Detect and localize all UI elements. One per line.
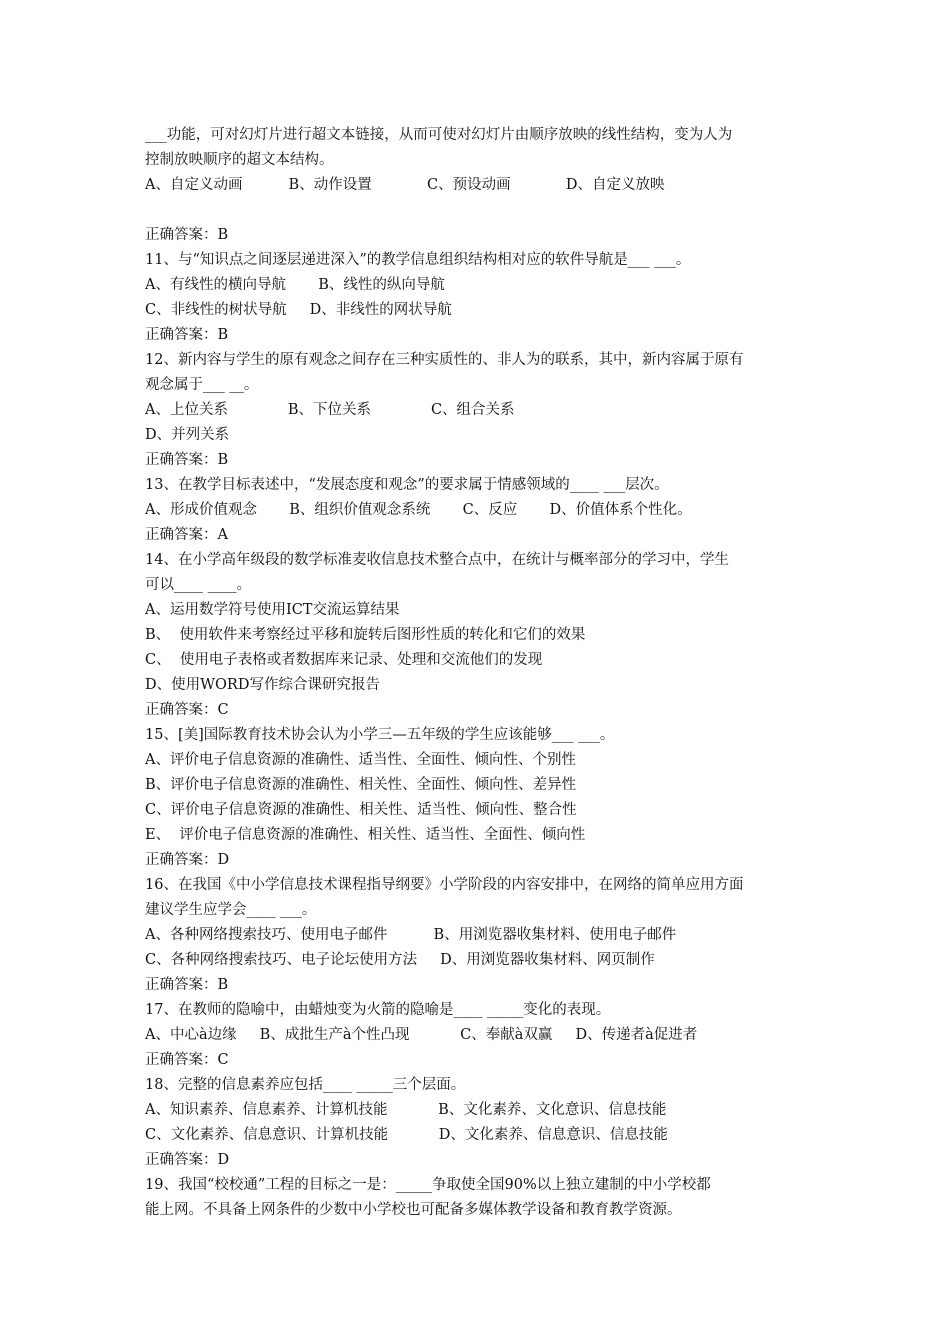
text-line: A、评价电子信息资源的准确性、适当性、全面性、倾向性、个别性 [145, 752, 576, 768]
text-line: B、 使用软件来考察经过平移和旋转后图形性质的转化和它们的效果 [145, 627, 586, 643]
text-line: 15、[美]国际教育技术协会认为小学三—五年级的学生应该能够___ ___。 [145, 727, 615, 743]
text-line: A、各种网络搜索技巧、使用电子邮件 B、用浏览器收集材料、使用电子邮件 [145, 927, 677, 943]
text-line: 正确答案：D [145, 1152, 230, 1168]
text-line: 正确答案：B [145, 227, 229, 243]
text-line: D、使用WORD写作综合课研究报告 [145, 677, 380, 693]
text-line: 正确答案：C [145, 702, 229, 718]
text-line: ___功能，可对幻灯片进行超文本链接，从而可使对幻灯片由顺序放映的线性结构，变为人为 [145, 127, 733, 143]
text-line: C、评价电子信息资源的准确性、相关性、适当性、倾向性、整合性 [145, 802, 577, 818]
text-line: 能上网。不具备上网条件的少数中小学校也可配备多媒体教学设备和教育教学资源。 [145, 1202, 682, 1218]
text-line: C、 使用电子表格或者数据库来记录、处理和交流他们的发现 [145, 652, 543, 668]
text-line: 建议学生应学会____ ___。 [145, 902, 317, 918]
text-line: A、知识素养、信息素养、计算机技能 B、文化素养、文化意识、信息技能 [145, 1102, 667, 1118]
text-line: 正确答案：D [145, 852, 230, 868]
text-line: 可以____ ____。 [145, 577, 252, 593]
text-line: A、有线性的横向导航 B、线性的纵向导航 [145, 277, 445, 293]
text-line: 17、在教师的隐喻中，由蜡烛变为火箭的隐喻是____ _____变化的表现。 [145, 1002, 611, 1018]
text-line: 观念属于___ __。 [145, 377, 259, 393]
text-line: 13、在教学目标表述中，“发展态度和观念”的要求属于情感领域的____ ___层次。 [145, 477, 669, 493]
document-body [145, 123, 810, 1223]
text-line: A、中心à边缘 B、成批生产à个性凸现 C、奉献à双赢 D、传递者à促进者 [145, 1027, 698, 1043]
text-line: 正确答案：A [145, 527, 228, 543]
text-line: 18、完整的信息素养应包括____ _____三个层面。 [145, 1077, 466, 1093]
text-line: 正确答案：C [145, 1052, 229, 1068]
text-line: C、非线性的树状导航 D、非线性的网状导航 [145, 302, 452, 318]
text-line: 16、在我国《中小学信息技术课程指导纲要》小学阶段的内容安排中，在网络的简单应用方面 [145, 877, 744, 893]
text-line: C、文化素养、信息意识、计算机技能 D、文化素养、信息意识、信息技能 [145, 1127, 668, 1143]
text-line: 12、新内容与学生的原有观念之间存在三种实质性的、非人为的联系，其中，新内容属于原有 [145, 352, 744, 368]
text-line: 正确答案：B [145, 452, 229, 468]
text-line: A、上位关系 B、下位关系 C、组合关系 [145, 402, 515, 418]
text-line: E、 评价电子信息资源的准确性、相关性、适当性、全面性、倾向性 [145, 827, 586, 843]
text-line: 控制放映顺序的超文本结构。 [145, 152, 334, 168]
text-line: A、自定义动画 B、动作设置 C、预设动画 D、自定义放映 [145, 177, 665, 193]
text-line: 11、与“知识点之间逐层递进深入”的教学信息组织结构相对应的软件导航是___ ___。 [145, 252, 691, 268]
blank-line [145, 198, 810, 223]
text-line: 正确答案：B [145, 977, 229, 993]
text-line: 正确答案：B [145, 327, 229, 343]
text-line: 19、我国“校校通”工程的目标之一是：_____争取使全国90%以上独立建制的中小学校都 [145, 1177, 711, 1193]
text-line: C、各种网络搜索技巧、电子论坛使用方法 D、用浏览器收集材料、网页制作 [145, 952, 655, 968]
text-line: B、评价电子信息资源的准确性、相关性、全面性、倾向性、差异性 [145, 777, 577, 793]
text-line: A、运用数学符号使用ICT交流运算结果 [145, 602, 400, 618]
text-line: D、并列关系 [145, 427, 230, 443]
text-line: A、形成价值观念 B、组织价值观念系统 C、反应 D、价值体系个性化。 [145, 502, 692, 518]
text-line: 14、在小学高年级段的数学标准麦收信息技术整合点中，在统计与概率部分的学习中，学生 [145, 552, 729, 568]
